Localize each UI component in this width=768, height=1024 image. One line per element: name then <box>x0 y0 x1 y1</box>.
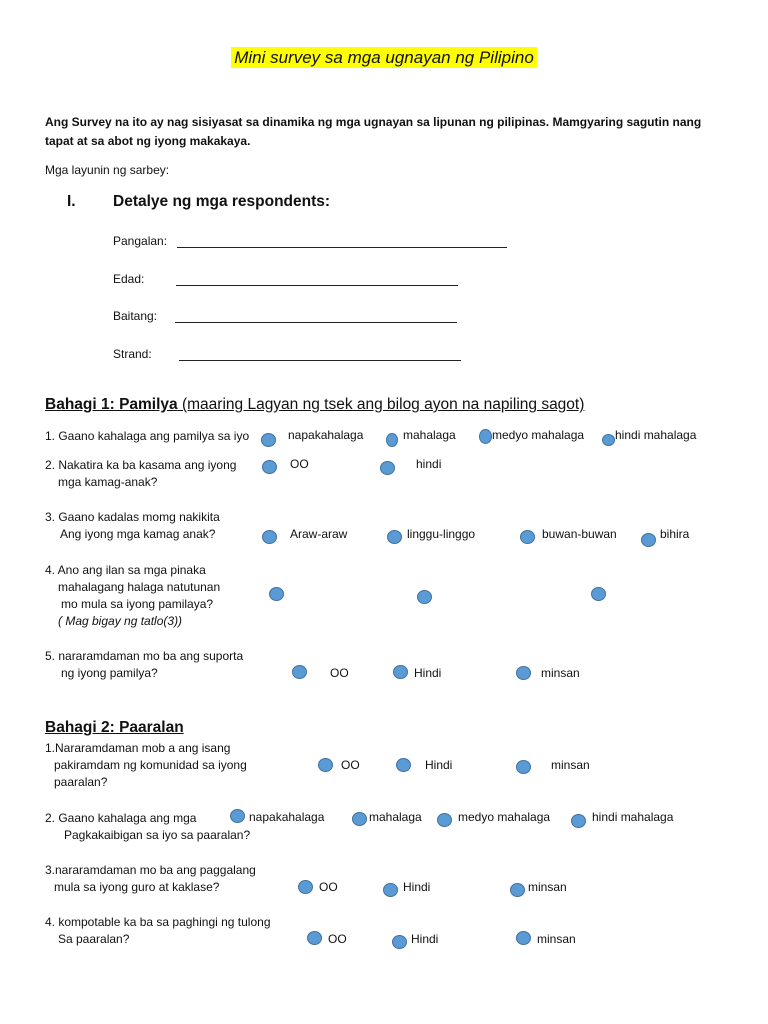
p1-q5-option-1: OO <box>330 666 349 680</box>
p2-q3-option-1: OO <box>319 880 338 894</box>
p1-q2-text-line2: mga kamag-anak? <box>58 475 158 489</box>
field-line-grade[interactable] <box>175 322 457 323</box>
p1-q5-radio-1[interactable] <box>292 665 307 679</box>
objectives-label: Mga layunin ng sarbey: <box>45 163 170 177</box>
p1-q2-radio-2[interactable] <box>380 461 395 475</box>
p2-q1-text-line3: paaralan? <box>54 775 108 789</box>
p1-q3-option-1: Araw-araw <box>290 527 348 541</box>
p1-q2-radio-1[interactable] <box>262 460 277 474</box>
p2-q3-text-line2: mula sa iyong guro at kaklase? <box>54 880 220 894</box>
p2-q4-option-3: minsan <box>537 932 576 946</box>
p1-q4-text-line4: ( Mag bigay ng tatlo(3)) <box>58 614 183 628</box>
p2-q2-radio-3[interactable] <box>437 813 452 827</box>
p2-q4-text-line1: 4. kompotable ka ba sa paghingi ng tulong <box>45 915 271 929</box>
field-label-grade: Baitang: <box>113 309 158 323</box>
field-line-strand[interactable] <box>179 360 461 361</box>
p1-q5-text-line2: ng iyong pamilya? <box>61 666 158 680</box>
p2-q1-option-1: OO <box>341 758 360 772</box>
p2-q1-radio-1[interactable] <box>318 758 333 772</box>
p2-q2-radio-4[interactable] <box>571 814 586 828</box>
p1-q1-radio-2[interactable] <box>386 433 398 447</box>
p1-q4-radio-3[interactable] <box>591 587 606 601</box>
p1-q1-radio-3[interactable] <box>479 429 492 444</box>
p1-q1-option-4: hindi mahalaga <box>615 428 697 442</box>
part1-heading: Bahagi 1: Pamilya (maaring Lagyan ng tsek ang bilog ayon na napiling sagot) <box>45 396 585 413</box>
p1-q5-text-line1: 5. nararamdaman mo ba ang suporta <box>45 649 244 663</box>
p1-q3-radio-2[interactable] <box>387 530 402 544</box>
p1-q4-radio-1[interactable] <box>269 587 284 601</box>
p1-q4-text-line2: mahalagang halaga natutunan <box>58 580 221 594</box>
p2-q2-option-3: medyo mahalaga <box>458 810 551 824</box>
p1-q4-text-line1: 4. Ano ang ilan sa mga pinaka <box>45 563 206 577</box>
intro-paragraph: Ang Survey na ito ay nag sisiyasat sa dinamika ng mga ugnayan sa lipunan ng pilipinas. Mamgyaring sagutin nang tapat at sa abot ng iyong makakaya. <box>45 115 702 148</box>
p2-q2-radio-1[interactable] <box>230 809 245 823</box>
field-line-name[interactable] <box>177 247 507 248</box>
p2-q2-text-line2: Pagkakaibigan sa iyo sa paaralan? <box>64 828 251 842</box>
p2-q2-text-line1: 2. Gaano kahalaga ang mga <box>45 811 197 825</box>
p1-q1-option-3: medyo mahalaga <box>492 428 585 442</box>
p1-q5-option-3: minsan <box>541 666 580 680</box>
p2-q2-option-1: napakahalaga <box>249 810 325 824</box>
p1-q3-option-3: buwan-buwan <box>542 527 617 541</box>
p2-q1-text-line2: pakiramdam ng komunidad sa iyong <box>54 758 247 772</box>
p2-q1-text-line1: 1.Nararamdaman mob a ang isang <box>45 741 231 755</box>
p1-q3-option-2: linggu-linggo <box>407 527 476 541</box>
p1-q1-text: 1. Gaano kahalaga ang pamilya sa iyo <box>45 429 250 443</box>
p1-q1-option-2: mahalaga <box>403 428 456 442</box>
p1-q1-radio-4[interactable] <box>602 434 615 446</box>
p1-q4-text-line3: mo mula sa iyong pamilaya? <box>61 597 214 611</box>
p1-q5-radio-3[interactable] <box>516 666 531 680</box>
p1-q1-option-1: napakahalaga <box>288 428 364 442</box>
p2-q2-radio-2[interactable] <box>352 812 367 826</box>
section-number: I. <box>67 193 76 210</box>
p1-q5-option-2: Hindi <box>414 666 442 680</box>
p1-q4-radio-2[interactable] <box>417 590 432 604</box>
field-label-age: Edad: <box>113 272 145 286</box>
p2-q4-option-2: Hindi <box>411 932 439 946</box>
p2-q3-radio-2[interactable] <box>383 883 398 897</box>
p1-q3-radio-1[interactable] <box>262 530 277 544</box>
document-title: Mini survey sa mga ugnayan ng Pilipino <box>0 48 768 68</box>
p2-q1-radio-2[interactable] <box>396 758 411 772</box>
p2-q1-option-3: minsan <box>551 758 590 772</box>
p2-q2-option-4: hindi mahalaga <box>592 810 674 824</box>
p2-q2-option-2: mahalaga <box>369 810 422 824</box>
p1-q2-option-2: hindi <box>416 457 442 471</box>
p1-q2-option-1: OO <box>290 457 309 471</box>
field-line-age[interactable] <box>176 285 458 286</box>
p2-q4-option-1: OO <box>328 932 347 946</box>
p2-q1-option-2: Hindi <box>425 758 453 772</box>
p2-q1-radio-3[interactable] <box>516 760 531 774</box>
p2-q3-option-2: Hindi <box>403 880 431 894</box>
p2-q3-option-3: minsan <box>528 880 567 894</box>
part2-heading: Bahagi 2: Paaralan <box>45 719 184 736</box>
p1-q3-text-line1: 3. Gaano kadalas momg nakikita <box>45 510 220 524</box>
p1-q5-radio-2[interactable] <box>393 665 408 679</box>
p1-q3-option-4: bihira <box>660 527 690 541</box>
p1-q2-text-line1: 2. Nakatira ka ba kasama ang iyong <box>45 458 237 472</box>
p2-q4-radio-1[interactable] <box>307 931 322 945</box>
p2-q3-radio-1[interactable] <box>298 880 313 894</box>
p1-q3-radio-3[interactable] <box>520 530 535 544</box>
field-label-name: Pangalan: <box>113 234 168 248</box>
p1-q3-radio-4[interactable] <box>641 533 656 547</box>
p2-q4-radio-2[interactable] <box>392 935 407 949</box>
section-title: Detalye ng mga respondents: <box>113 193 331 210</box>
p2-q4-radio-3[interactable] <box>516 931 531 945</box>
p2-q4-text-line2: Sa paaralan? <box>58 932 130 946</box>
p2-q3-radio-3[interactable] <box>510 883 525 897</box>
p1-q1-radio-1[interactable] <box>261 433 276 447</box>
p1-q3-text-line2: Ang iyong mga kamag anak? <box>60 527 216 541</box>
field-label-strand: Strand: <box>113 347 152 361</box>
p2-q3-text-line1: 3.nararamdaman mo ba ang paggalang <box>45 863 256 877</box>
